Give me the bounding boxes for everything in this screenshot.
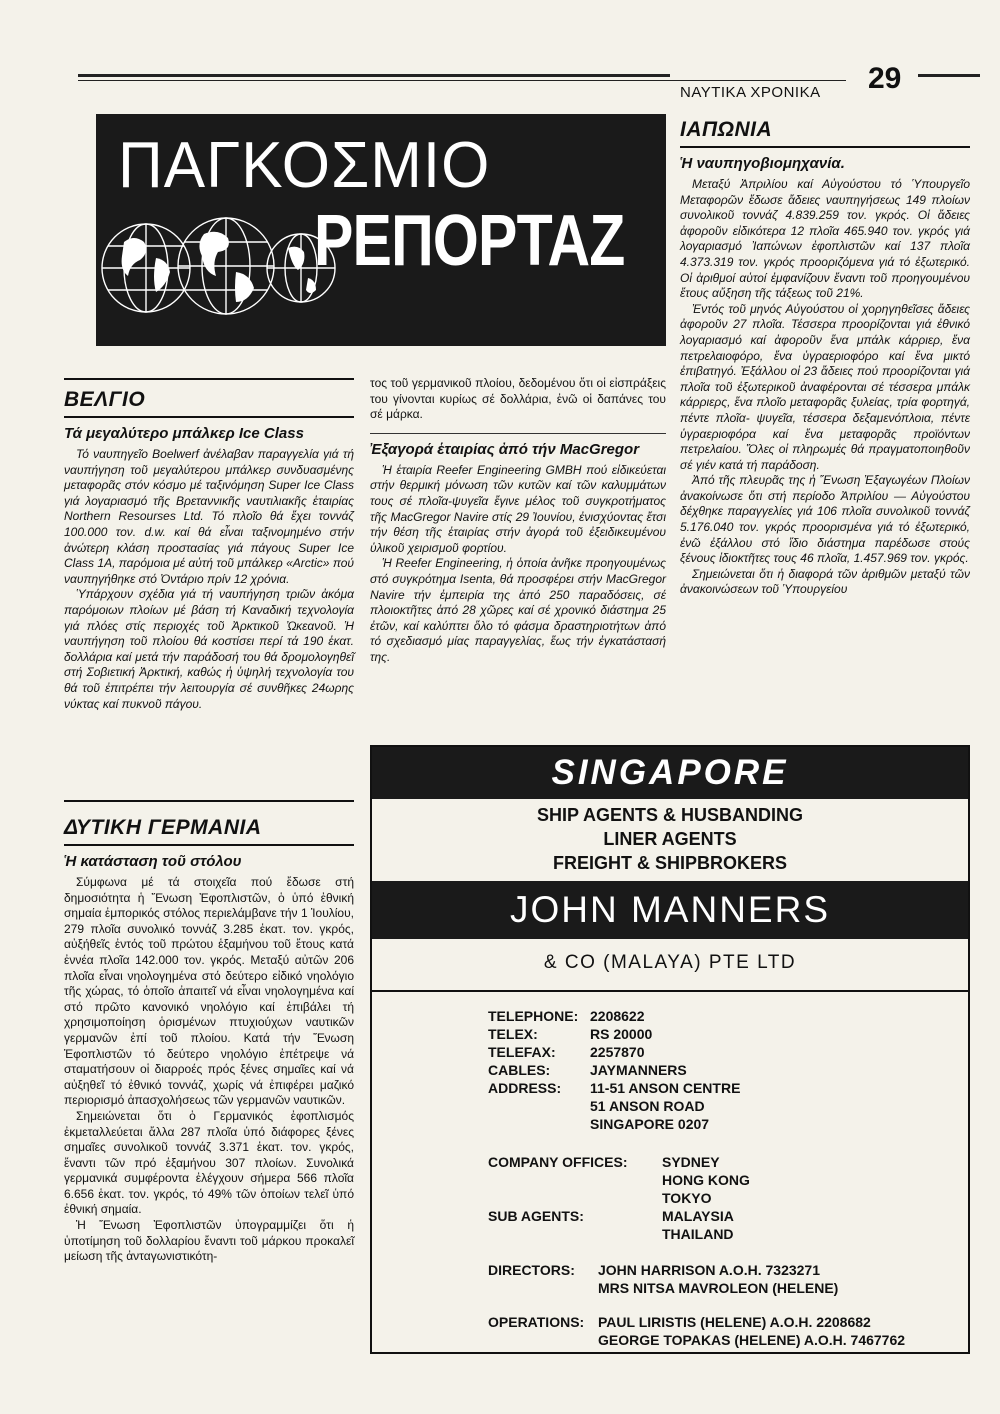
paragraph: Σημειώνεται ὅτι ὁ Γερμανικός ἐφοπλισμός ἐκμεταλλεύεται ἄλλα 287 πλοῖα ὑπό διάφορες ξένες σημαῖες συνολικοῦ τοννάζ 3.371 ἑκατ. τον. γκρός, ἔναντι τῶν πρό ἑξαμήνου 307 πλοίων. Συνολικά γερμανικά συμφέροντα ἐλέγχουν σήμερα 566 πλοῖα 6.656 ἑκατ. τον. γκρός, τό 49% τῶν ὁποίων τελεῖ ὑπό ἐθνική σημαία. <box>64 1108 354 1217</box>
ad-company-name: JOHN MANNERS <box>372 881 968 939</box>
section-rule <box>64 844 354 846</box>
paragraph: Σύμφωνα μέ τά στοιχεῖα πού ἔδωσε στή δημοσιότητα ἡ Ἕνωση Ἐφοπλιστῶν, ὁ ὑπό ἐθνική σημαία ἐμπορικός στόλος περιελάμβανε τήν 1 Ἰουλίου, 279 πλοῖα συνολικό τοννάζ 3.285 ἑκατ. τον. γκρός, αὐξήθεῖς ἐντός τοῦ πρώτου ἑξαμήνου τοῦ ἔτους κατά ἐννέα πλοῖα 142.000 τον. γκρός. Μεταξύ αὐτῶν 206 πλοῖα εἶναι νηολογημένα στό δεύτερο εἰδικό νηολόγιο τῆς χώρας, τό ὁποῖο ἀπαιτεῖ νά εἶναι νηολογημένα καί στό πρῶτο κανονικό νηολόγιο καί ἐπιβάλει τή χρησιμοποίηση ὁρισμένων πτυχιούχων ναυτικῶν γερμανῶν ἐπί τοῦ πλοίου. Κατά τήν Ἕνωση Ἐφοπλιστῶν τό δεύτερο νηολόγιο ἐπέτρεψε νά σταματήσουν οἱ διαρροές πρός ξένες σημαῖες καί νά αὐξηθεῖ τό ἐθνικό τοννάζ, χωρίς νά ἐπιφέρει μαζικό περιορισμό ἀπασχολήσεως τῶν γερμανῶν ναυτικῶν. <box>64 875 354 1108</box>
telephone-value: 2208622 <box>590 1008 645 1024</box>
address-label: ADDRESS: <box>488 1080 562 1096</box>
subagent-item: THAILAND <box>662 1226 734 1242</box>
globes-icon <box>96 188 336 346</box>
operations-item: GEORGE TOPAKAS (HELENE) A.O.H. 7467762 <box>598 1332 906 1348</box>
director-item: MRS NITSA MAVROLEON (HELENE) <box>598 1280 839 1296</box>
header-rule-left <box>78 74 670 77</box>
telex-value: RS 20000 <box>590 1026 653 1042</box>
belgio-article <box>64 378 354 712</box>
subhead: Ἡ ναυπηγοβιομηχανία. <box>680 155 845 172</box>
subagent-item: MALAYSIA <box>662 1208 734 1224</box>
divider <box>370 433 666 434</box>
banner-title-line1: ΠΑΓΚΟΣΜΙΟ <box>118 129 491 202</box>
section-title: ΙΑΠΩΝΙΑ <box>680 118 773 141</box>
paragraph: Ἡ Reefer Engineering, ἡ ὁποία ἀνῆκε προηγουμένως στό συγκρότημα Isenta, θά προσφέρει στήν MacGregor Navire τήν ἐμπειρία της ἀπό 250 παραδόσεις, σέ πλοιοκτῆτες ἀπό 28 χῶρες καί σέ χρονικό διάστημα 25 ἐτῶν, καί καλύπτει ὅλο τό φάσμα δραστηριοτήτων ἀπό τό σχεδιασμό μίας παραγγελίας, ἕως τήν ἐγκατάστασή της. <box>370 556 666 664</box>
subagents-label: SUB AGENTS: <box>488 1208 584 1224</box>
address-line: 11-51 ANSON CENTRE <box>590 1080 741 1096</box>
office-item: HONG KONG <box>662 1172 750 1188</box>
ad-service-line: FREIGHT & SHIPBROKERS <box>552 853 788 873</box>
macgregor-article <box>370 376 666 666</box>
ad-divider <box>372 990 968 992</box>
john-manners-advertisement <box>370 745 970 1354</box>
telephone-label: TELEPHONE: <box>488 1008 579 1024</box>
subhead: Τά μεγαλύτερο μπάλκερ Ice Class <box>64 425 304 442</box>
ad-service-line: SHIP AGENTS & HUSBANDING <box>536 805 804 825</box>
paragraph: Μεταξύ Ἀπριλίου καί Αὐγούστου τό Ὑπουργεῖο Μεταφορῶν ἔδωσε ἄδειες ναυπηγήσεως 149 πλοίων συνολικοῦ τοννάζ 4.839.259 τον. γκρός. Οἱ ἄδειες ἀφοροῦν εἰδικότερα 12 πλοῖα 465.940 τον. γκρός γιά λογαριασμό Ἰαπώνων ἐφοπλιστῶν καί 137 πλοῖα 4.373.319 τον. γκρός προοριζόμενα γιά τό ἐξωτερικό. Οἱ ἀριθμοί αὐτοί ἐμφανίζουν ἔναντι τοῦ προηγουμένου ἔτους αὔξηση τῆς τάξεως τοῦ 21%. <box>680 177 970 301</box>
paragraph: Ἀπό τῆς πλευρᾶς της ἡ Ἕνωση Ἐξαγωγέων Πλοίων ἀνακοίνωσε ὅτι στή περίοδο Ἀπριλίου — Αὐγούστου δέχθηκε παραγγελίες γιά 106 πλοῖα συνολικοῦ τοννάζ 5.176.040 τον. γκρός προορισμένα γιά τό ἐξωτερικό, ἐνῶ ἐξάλλου στό ἴδιο διάστημα παρέδωσε στούς ξένους ἰδιοκτῆτες τους 46 πλοῖα, 1.457.969 τον. γκρός. <box>680 473 970 566</box>
paragraph: Σημειώνεται ὅτι ἡ διαφορά τῶν ἀριθμῶν μεταξύ τῶν ἀνακοινώσεων τοῦ Ὑπουργείου <box>680 566 970 597</box>
page-number: 29 <box>868 62 902 95</box>
top-rule <box>64 800 354 802</box>
directors-label: DIRECTORS: <box>488 1262 575 1278</box>
office-item: TOKYO <box>662 1190 712 1206</box>
banner-title-line2: ΡΕΠΟΡΤΑΖ <box>314 201 625 281</box>
ad-city: SINGAPORE <box>372 747 968 799</box>
header-rule-right <box>918 74 980 77</box>
germany-article <box>64 800 354 1265</box>
paragraph: Τό ναυπηγεῖο Boelwerf ἀνέλαβαν παραγγελία γιά τή ναυπήγηση τοῦ μεγαλύτερου μπάλκερ συνδυασμένης μεταφορᾶς στόν κόσμο μέ ταξινόμηση Super Ice Class γιά λογαριασμό τῆς Βρεταννικῆς ναυτιλιακῆς ἑταιρίας Northern Resourses Ltd. Τό πλοῖο θά ἔχει τοννάζ 100.000 τον. d.w. καί θά εἶναι ταξινομημένο στήν ἀνώτερη κλάση προστασίας γιά πάγους Super Ice Class 1A, παρόμοια μέ αὐτή τοῦ μπάλκερ «Arctic» πού ναυπηγήθηκε στό Ὀντάριο πρίν 12 χρόνια. <box>64 447 354 586</box>
paragraph: Ἐντός τοῦ μηνός Αὐγούστου οἱ χορηγηθεῖσες ἄδειες ἀφοροῦν 27 πλοῖα. Τέσσερα προορίζονται γιά ἐθνικό λογαριασμό καί ἀφοροῦν ἕνα μπάλκ κάρριερ, ἕνα πετρελαιοφόρο, ἕνα ὑγραεριοφόρο καί ἕνα μικτό ἐπιβατηγό. Ἐξάλλου οἱ 23 ἄδειες πού προορίζονται γιά πλοῖα τοῦ ἐξωτερικοῦ ἀναφέρονται σέ τέσσερα μπάλκ κάρριερς, ἕνα πλοῖο μεταφορᾶς ξυλείας, τρία φορτηγά, πέντε πλοῖα- ψυγεῖα, τέσσερα δεξαμενόπλοια, πέντε ὑγραεριοφόρα καί ἕνα μεταφορᾶς προϊόντων πετρελαίου. Ὅλες οἱ πληρωμές θά πραγματοποιηθοῦν σέ γιέν κατά τή παράδοση. <box>680 301 970 472</box>
ad-company-suffix: & CO (MALAYA) PTE LTD <box>543 952 797 973</box>
top-rule <box>64 378 354 380</box>
operations-label: OPERATIONS: <box>488 1314 585 1330</box>
paragraph: Ὑπάρχουν σχέδια γιά τή ναυπήγηση τριῶν ἀκόμα παρόμοιων πλοίων μέ βάση τή Καναδική τεχνολογία γιά πλόες στίς περιοχές τοῦ Ἀρκτικοῦ Ὠκεανοῦ. Ἡ ναυπήγηση τοῦ πλοίου θά κοστίσει περί τά 190 ἑκατ. δολλάρια καί μετά τήν παράδοσή του θά δρομολογηθεῖ στή Σοβιετική Ἀρκτική, καθώς ἡ ὑψηλή τεχνολογία του θά τοῦ ἐπιτρέπει τήν λειτουργία σέ συνθῆκες 24ωρης νύκτας καί πυκνοῦ πάγου. <box>64 587 354 711</box>
telefax-label: TELEFAX: <box>488 1044 556 1060</box>
cables-label: CABLES: <box>488 1062 551 1078</box>
address-line: 51 ANSON ROAD <box>590 1098 705 1114</box>
offices-label: COMPANY OFFICES: <box>488 1154 628 1170</box>
operations-item: PAUL LIRISTIS (HELENE) A.O.H. 2208682 <box>598 1314 871 1330</box>
subhead: Ἐξαγορά ἑταιρίας ἀπό τήν MacGregor <box>370 440 640 458</box>
subhead: Ἡ κατάσταση τοῦ στόλου <box>64 853 242 870</box>
address-line: SINGAPORE 0207 <box>590 1116 710 1132</box>
magazine-name: ΝΑΥΤΙΚΑ ΧΡΟΝΙΚΑ <box>680 84 821 101</box>
section-title: ΔΥΤΙΚΗ ΓΕΡΜΑΝΙΑ <box>64 816 262 839</box>
paragraph: Ἡ Ἕνωση Ἐφοπλιστῶν ὑπογραμμίζει ὅτι ἡ ὑποτίμηση τοῦ δολλαρίου ἔναντι τοῦ μάρκου προκαλεῖ μείωση τῆς ἀνταγωνιστικότη- <box>64 1218 354 1264</box>
ad-services <box>372 799 968 875</box>
ad-service-line: LINER AGENTS <box>603 829 737 849</box>
paragraph: τος τοῦ γερμανικοῦ πλοίου, δεδομένου ὅτι οἱ εἰσπράξεις του γίνονται κυρίως σέ δολλάρια, ἐνῶ οἱ δαπάνες του σέ μάρκα. <box>370 376 666 422</box>
paragraph: Ἡ ἑταιρία Reefer Engineering GMBH πού εἰδικεύεται στήν θερμική μόνωση τῶν κυτῶν καί τῶν καλυμμάτων τους σέ πλοῖα-ψυγεῖα ἔγινε μέλος τοῦ συγκροτήματος τῆς MacGregor Navire στίς 29 Ἰουνίου, ἐνισχύοντας ἔτσι τήν θέση τῆς ἑταιρίας στήν ἀγορά τοῦ ἐξειδικευμένου ὑλικοῦ χειρισμοῦ φορτίου. <box>370 462 666 555</box>
section-rule <box>680 146 970 148</box>
header-rule-thin <box>78 80 846 81</box>
telefax-value: 2257870 <box>590 1044 645 1060</box>
director-item: JOHN HARRISON A.O.H. 7323271 <box>598 1262 820 1278</box>
section-title: ΒΕΛΓΙΟ <box>64 388 146 411</box>
japan-article <box>680 118 970 598</box>
section-rule <box>64 416 354 418</box>
telex-label: TELEX: <box>488 1026 538 1042</box>
world-report-banner <box>96 114 666 346</box>
office-item: SYDNEY <box>662 1154 720 1170</box>
cables-value: JAYMANNERS <box>590 1062 687 1078</box>
